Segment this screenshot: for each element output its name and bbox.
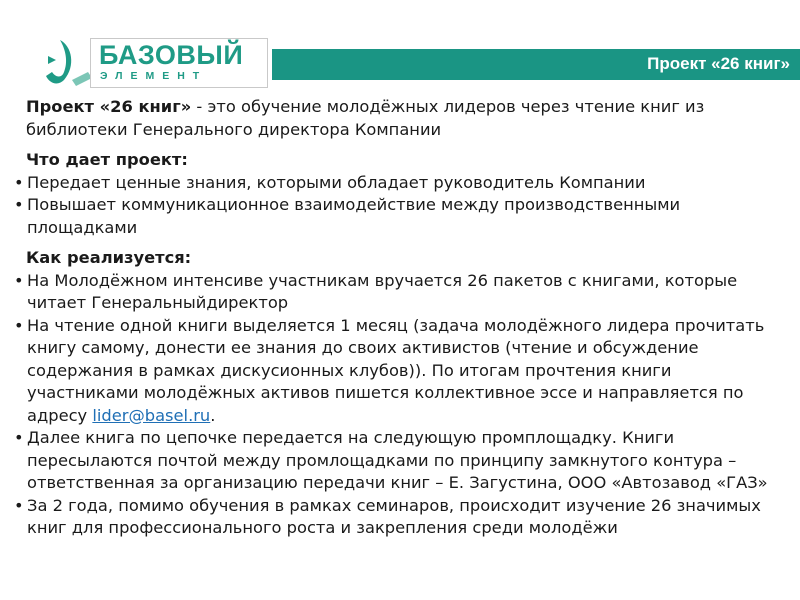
email-link[interactable]: lider@basel.ru: [92, 405, 211, 425]
intro-paragraph: [26, 96, 784, 141]
list-item-text-end: .: [210, 405, 216, 425]
bullet-icon: •: [14, 195, 24, 214]
slide-content: [14, 96, 784, 540]
section-heading-benefits: Что дает проект:: [26, 150, 188, 169]
list-item-text: На Молодёжном интенсиве участникам вручается 26 пакетов с книгами, которые читает Генеральныйдиректор: [27, 270, 738, 312]
list-item: [14, 270, 784, 315]
bullet-icon: •: [14, 428, 24, 447]
logo-mark-icon: [42, 36, 94, 88]
list-item: [14, 427, 784, 495]
bullet-icon: •: [14, 495, 24, 515]
list-item-text: Повышает коммуникационное взаимодействие между производственными площадками: [27, 195, 681, 237]
bullet-icon: •: [14, 270, 24, 290]
intro-text: - это обучение молодёжных лидеров через чтение книг из библиотеки Генерального директора Компании: [26, 97, 705, 139]
list-item: [14, 194, 784, 239]
section-heading-implementation: Как реализуется:: [26, 248, 192, 267]
company-logo: [40, 36, 244, 88]
bullet-icon: •: [14, 315, 24, 335]
slide-title: Проект «26 книг»: [647, 54, 790, 73]
logo-subtitle: ЭЛЕМЕНТ: [100, 70, 208, 82]
intro-strong: Проект «26 книг»: [26, 97, 192, 116]
header-bar: [272, 49, 800, 80]
list-item-text: Далее книга по цепочке передается на следующую промплощадку. Книги пересылаются почтой между промлощадками по принципу замкнутого контура – ответственная за организацию передачи книг – Е. Загустина, ООО «Автозавод «ГАЗ»: [27, 428, 768, 492]
bullet-icon: •: [14, 172, 24, 192]
logo-name: БАЗОВЫЙ: [99, 40, 244, 70]
list-item-text: Передает ценные знания, которыми обладает руководитель Компании: [27, 172, 646, 192]
list-item: [14, 495, 784, 540]
logo-text-box: [90, 38, 268, 88]
list-item-text: На чтение одной книги выделяется 1 месяц (задача молодёжного лидера прочитать книгу самому, донести ее знания до своих активистов (чтение и обсуждение содержания в рамках дискусионных клубов)). По итогам прочтения книги участниками молодёжных активов пишется коллективное эссе и направляется по адресу: [27, 315, 765, 425]
list-item-text: За 2 года, помимо обучения в рамках семинаров, происходит изучение 26 значимых книг для профессионального роста и закрепления среди молодёжи: [27, 495, 761, 537]
list-item: [14, 315, 784, 428]
list-item: [14, 172, 784, 195]
